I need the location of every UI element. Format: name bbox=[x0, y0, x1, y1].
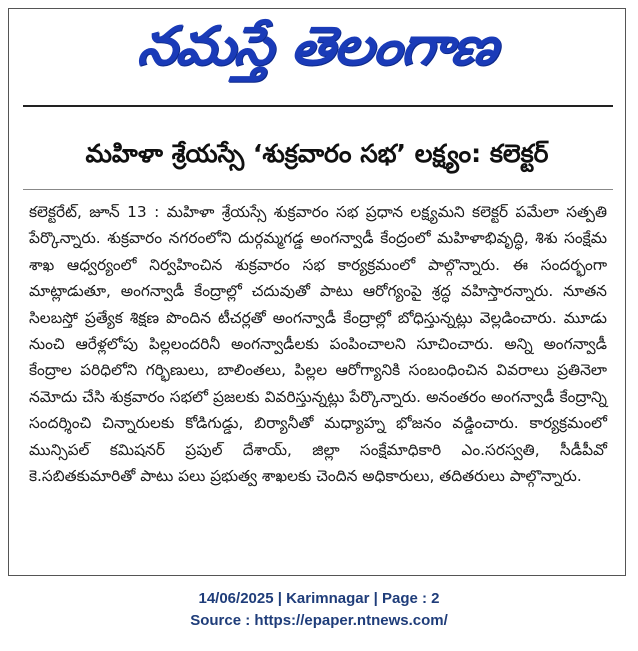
headline-bottom-rule bbox=[23, 189, 613, 190]
clipping-footer bbox=[0, 588, 638, 632]
clipping-frame bbox=[8, 8, 626, 576]
article-dateline: కలెక్టరేట్, జూన్ 13 : bbox=[29, 203, 160, 221]
newspaper-masthead bbox=[9, 11, 625, 83]
article-text: మహిళా శ్రేయస్సే శుక్రవారం సభ ప్రధాన లక్ష్యమని కలెక్టర్ పమేలా సత్పతి పేర్కొన్నారు. శుక్రవారం నగరంలోని దుర్గమ్మగడ్డ అంగన్వాడీ కేంద్రంలో మహిళాభివృద్ధి, శిశు సంక్షేమ శాఖ ఆధ్వర్యంలో నిర్వహించిన శుక్రవారం సభ కార్యక్రమంలో పాల్గొన్నారు. ఈ సందర్భంగా మాట్లాడుతూ, అంగన్వాడీ కేంద్రాల్లో చదువుతో పాటు ఆరోగ్యంపై శ్రద్ధ వహిస్తారన్నారు. నూతన సిలబస్తో ప్రత్యేక శిక్షణ పొందిన టీచర్లతో అంగన్వాడీ కేంద్రాల్లో బోధిస్తున్నట్లు వెల్లడించారు. మూడు నుంచి ఆరేళ్లలోపు పిల్లలందరినీ అంగన్వాడీలకు పంపించాలని సూచించారు. అన్ని అంగన్వాడీ కేంద్రాల పరిధిలోని గర్భిణులు, బాలింతలు, పిల్లల ఆరోగ్యానికి సంబంధించిన వివరాలు ప్రతినెలా నమోదు చేసి శుక్రవారం సభలో ప్రజలకు వివరిస్తున్నట్లు పేర్కొన్నారు. అనంతరం అంగన్వాడీ కేంద్రాన్ని సందర్శించి చిన్నారులకు కోడిగుడ్డు, బిర్యానీతో మధ్యాహ్న భోజనం వడ్డించారు. కార్యక్రమంలో మున్సిపల్ కమిషనర్ ప్రపుల్ దేశాయ్, జిల్లా సంక్షేమాధికారి ఎం.సరస్వతి, సీడీపీవో కె.సబితకుమారితో పాటు పలు ప్రభుత్వ శాఖలకు చెందిన అధికారులు, తదితరులు పాల్గొన్నారు. bbox=[29, 203, 607, 486]
article-headline: మహిళా శ్రేయస్సే ‘శుక్రవారం సభ’ లక్ష్యం: కలెక్టర్ bbox=[85, 139, 549, 168]
newspaper-logo: నమస్తే తెలంగాణ bbox=[134, 15, 500, 78]
article-body bbox=[29, 199, 607, 489]
headline-top-rule bbox=[23, 105, 613, 107]
source-link[interactable]: Source : https://epaper.ntnews.com/ bbox=[190, 612, 448, 629]
edition-info: 14/06/2025 | Karimnagar | Page : 2 bbox=[198, 590, 440, 607]
